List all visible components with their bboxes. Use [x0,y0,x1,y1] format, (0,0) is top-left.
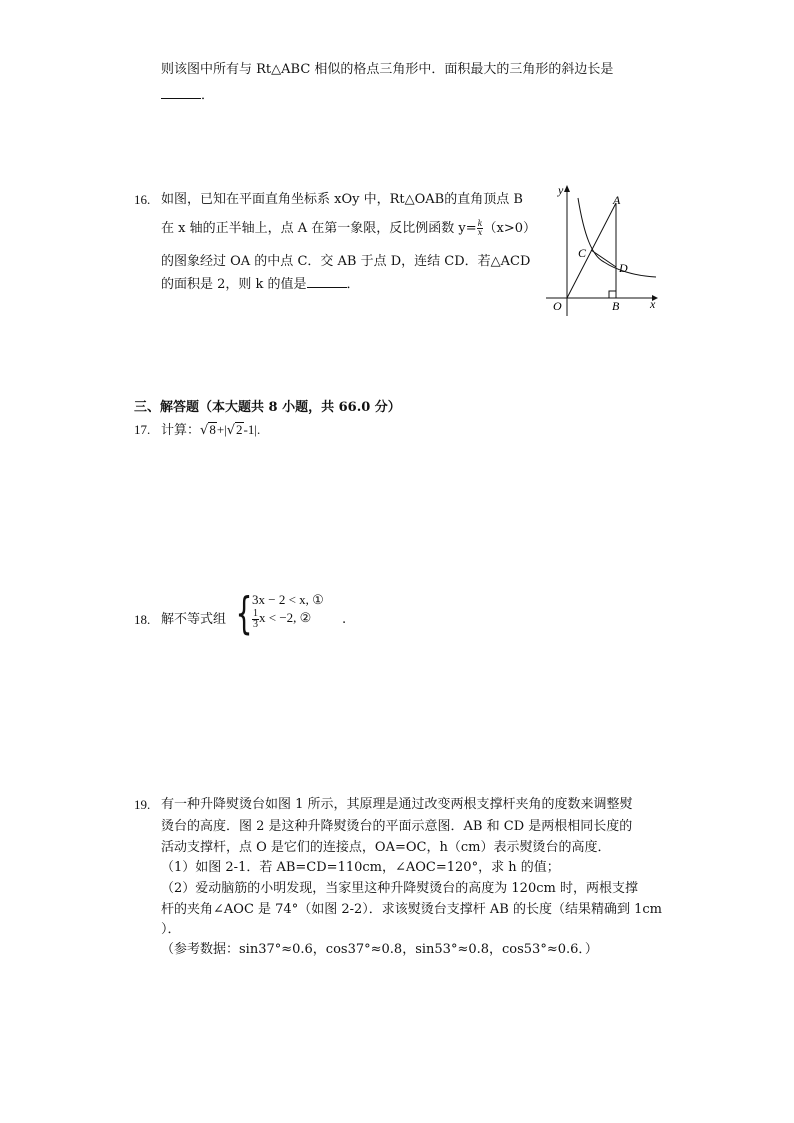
label-y: y [558,183,564,197]
q16-line3: 的图象经过 OA 的中点 C．交 AB 于点 D，连结 CD．若△ACD [161,254,531,269]
right-angle-mark [609,291,616,298]
q17-plus-abs: +| [216,422,227,437]
fraction-denominator: 3 [253,618,258,630]
q17-expression [161,420,260,441]
inequality-1: 3x − 2 < x, ① [252,592,324,607]
answer-blank[interactable] [161,84,201,99]
q16-line2-b: （x>0） [483,221,536,236]
sqrt-radicand-1: 8 [209,422,216,437]
q16-line4-b: ． [346,277,360,292]
sqrt-radicand-2: 2 [236,422,243,437]
q15-period: ． [201,88,215,103]
label-C: C [578,246,587,260]
q17-suffix: -1|. [243,422,261,437]
q18-number: 18. [134,612,151,627]
fraction-denominator: x [477,228,483,237]
y-axis-arrow [564,185,570,192]
inequality-2-rest: x < −2, ② [259,610,312,625]
q16-line1: 如图，已知在平面直角坐标系 xOy 中，Rt△OAB的直角顶点 B [161,192,523,207]
left-brace: { [235,588,253,639]
q16-line2 [161,219,536,239]
sqrt-symbol: √ [226,423,236,438]
q17-prefix: 计算： [161,423,201,438]
label-A: A [613,193,621,207]
q17-number: 17. [134,422,151,437]
label-D: D [619,261,628,275]
q15-line2 [161,84,214,106]
q16-figure [540,180,670,320]
q16-line4 [161,273,360,295]
q19-line4: （1）如图 2-1．若 AB=CD=110cm，∠AOC=120°，求 h 的值； [161,860,560,875]
q19-number: 19. [134,797,151,812]
fraction-numerator: 1 [253,607,258,619]
q15-line1: 则该图中所有与 Rt△ABC 相似的格点三角形中．面积最大的三角形的斜边长是 [161,62,614,77]
q16-line4-a: 的面积是 2，则 k 的值是 [161,277,307,292]
fraction-numerator: k [477,219,483,228]
q19-line6: 杆的夹角∠AOC 是 74°（如图 2-2）．求该熨烫台支撑杆 AB 的长度（结果精确到 1cm [161,902,662,917]
q19-reference-data: （参考数据：sin37°≈0.6，cos37°≈0.8，sin53°≈0.8，cos53°≈0.6．） [161,942,598,957]
section-title: 三、解答题（本大题共 8 小题，共 66.0 分） [134,400,401,415]
q19-line1: 有一种升降熨烫台如图 1 所示，其原理是通过改变两根支撑杆夹角的度数来调整熨 [161,797,633,812]
answer-blank[interactable] [307,273,347,288]
label-B: B [612,299,620,313]
sqrt-symbol: √ [200,423,209,438]
q18-text: 解不等式组 [161,612,227,627]
q19-line3: 活动支撑杆，点 O 是它们的连接点，OA=OC，h（cm）表示熨烫台的高度． [161,840,611,855]
q16-line2-a: 在 x 轴的正半轴上，点 A 在第一象限，反比例函数 y= [161,221,477,236]
q16-number: 16. [134,192,151,207]
q19-line7: ）． [161,922,181,937]
q19-line5: （2）爱动脑筋的小明发现，当家里这种升降熨烫台的高度为 120cm 时，两根支撑 [161,881,638,896]
inequality-2 [252,608,311,630]
hyperbola-curve [578,198,656,277]
q18-period: . [342,612,347,627]
q19-line2: 烫台的高度．图 2 是这种升降熨烫台的平面示意图．AB 和 CD 是两根相同长度的 [161,819,633,834]
fraction-one-third [252,609,259,630]
label-x: x [650,297,656,311]
label-O: O [553,299,562,313]
